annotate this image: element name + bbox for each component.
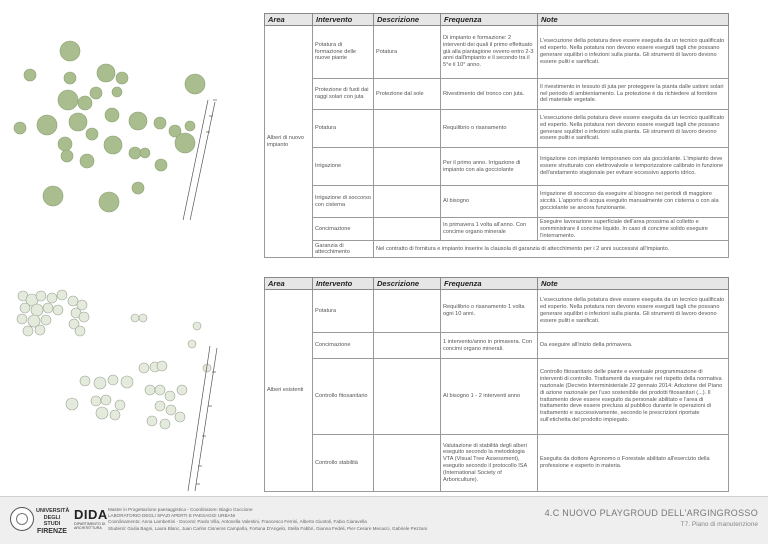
header-frequenza: Frequenza [441,14,538,26]
table-row [265,435,729,492]
note-cell: Controllo fitosanitario delle piante e eventuale programmazione di interventi di controllo. Trattamenti da eseguire nel rispetto della normativa nazionale (Decreto Interministeriale 22 gennaio 2014: Adozione del Piano di azione nazionale per l'uso sostenibile dei prodotti fitosanitari (...). Il trattamento deve essere eseguito da personale abilitato e l'area di trattamento deve essere preclusa al pubblico durante le operazioni di trattamento e successivamente, secondo le prescrizioni riportate sull'etichetta del prodotto impiegato. [538,359,729,435]
descrizione-cell [374,290,441,333]
note-cell: L'esecuzione della potatura deve essere eseguita da un tecnico qualificato ed esperto. Nella potatura non devono essere eseguiti tagli che possano generare squilibri o infezioni sulla pianta. Gli strumenti di lavoro devono essere puliti e sanificati. [538,26,729,79]
header-intervento: Intervento [313,14,374,26]
header-descrizione: Descrizione [374,14,441,26]
note-cell: Irrigazione di soccorso da eseguire al bisogno nei periodi di maggiore siccità. L'apporto di acqua eseguito manualmente con cisterna o con ala gocciolante se ancora funzionante. [538,186,729,218]
footer-bar [0,496,768,544]
credits-line: LABORATORIO DEGLI SPAZI APERTI E PAESAGGI URBANI [108,513,236,519]
table-row [265,186,729,218]
frequenza-cell: Valutazione di stabilità degli alberi eseguito secondo la metodologia VTA (Visual Tree Assessment), eseguito secondo il protocollo ISA (International Society of Arboriculture). [441,435,538,492]
descrizione-cell [374,218,441,241]
descrizione-cell: Protezione dal sole [374,79,441,110]
intervento-cell: Potatura [313,110,374,148]
garanzia-cell: Nel contratto di fornitura e impianto inserire la clausola di garanzia di attecchimento per i 2 anni successivi all'impianto. [374,241,729,258]
table-row [265,218,729,241]
university-seal-icon [10,507,34,531]
header-area: Area [265,278,313,290]
note-cell: L'esecuzione della potatura deve essere eseguita da un tecnico qualificato ed esperto. Nella potatura non devono essere eseguiti tagli che possano generare squilibri o infezioni sulla pianta. Gli strumenti di lavoro devono essere puliti e sanificati. [538,110,729,148]
header-descrizione: Descrizione [374,278,441,290]
table-header-row [265,278,729,290]
credits-line: Coordinamento: Anna Lambertini - Docenti: Paolo Villa, Antonella Valentini, Francesco Ferrini, Alberto Giuntoli, Fabio Ciaravella [108,519,367,525]
maintenance-table-new-trees [264,13,729,258]
uni-line-3: FIRENZE [37,527,67,535]
intervento-cell: Concimazione [313,218,374,241]
note-cell: Eseguita da dottore Agronomo o Forestale abilitato all'esercizio della professione e esperto in materia. [538,435,729,492]
frequenza-cell: Di impianto e formazione: 2 interventi dei quali il primo effettuato già alla piantagione ovvero entro 2-3 anni dall'impianto e il secondo tra il 5°e il 10° anno. [441,26,538,79]
intervento-cell: Controllo fitosanitario [313,359,374,435]
table-row [265,79,729,110]
university-logo-text [36,508,68,536]
frequenza-cell: Per il primo anno. Irrigazione di impianto con ala gocciolante [441,148,538,186]
note-cell: L'esecuzione della potatura deve essere eseguita da un tecnico qualificato ed esperto. Nella potatura non devono essere eseguiti tagli che possano generare squilibri o infezioni sulla pianta. Gli strumenti di lavoro devono essere puliti e sanificati. [538,290,729,333]
intervento-cell: Garanzia di attecchimento [313,241,374,258]
intervento-cell: Potatura di formazione delle nuove piante [313,26,374,79]
site-plan-new-trees [10,40,255,220]
descrizione-cell [374,435,441,492]
descrizione-cell [374,186,441,218]
table-row [265,241,729,258]
note-cell: Irrigazione con impianto temporaneo con ala gocciolante. L'impianto deve essere strutturato con elettrovalvole e temporizzatore calibrato in funzione dell'andamento stagionale per evitare eccessivo apporto idrico. [538,148,729,186]
area-cell: Alberi esistenti [265,290,313,492]
new-trees-drawing [10,40,255,220]
table-row [265,359,729,435]
intervento-cell: Irrigazione [313,148,374,186]
table-row [265,290,729,333]
descrizione-cell [374,333,441,359]
frequenza-cell: Requilibrio o risanamento [441,110,538,148]
descrizione-cell: Potatura [374,26,441,79]
header-frequenza: Frequenza [441,278,538,290]
dida-logo: DIDA [74,507,108,522]
intervento-cell: Controllo stabilità [313,435,374,492]
note-cell: Il rivestimento in tessuto di juta per proteggere la pianta dalle ustioni solari nel periodo di ambientamento. La protezione è da richiedere al fornitore del materiale vegetale. [538,79,729,110]
uni-line-2: DEGLI STUDI [43,514,61,527]
header-note: Note [538,278,729,290]
intervento-cell: Concimazione [313,333,374,359]
descrizione-cell [374,110,441,148]
dida-subtitle: DIPARTIMENTO DI ARCHITETTURA [74,522,106,531]
table-header-row [265,14,729,26]
frequenza-cell: In primavera 1 volta all'anno. Con concime organo minerale [441,218,538,241]
frequenza-cell: Al bisogno 1 - 2 interventi anno [441,359,538,435]
maintenance-table-existing-trees [264,277,729,492]
site-plan-existing-trees [10,286,255,491]
intervento-cell: Protezione di fusti dai raggi solari con juta [313,79,374,110]
table-row [265,148,729,186]
credits-block [108,507,427,532]
credits-line: Studenti: Giulia Bagni, Laura Blanc, Juan Carlos Cisneros Campaña, Fortuna D'Angelo, Stella Fabbri, Gianna Fedeli, Pier Cesare Mecacci, Gabriele Pezzani [108,525,428,531]
intervento-cell: Irrigazione di soccorso con cisterna [313,186,374,218]
existing-trees-drawing [10,286,255,491]
area-cell: Alberi di nuovo impianto [265,26,313,258]
frequenza-cell: Requilibrio o risanamento 1 volta ogni 10 anni. [441,290,538,333]
table-row [265,26,729,79]
project-subtitle: T7. Piano di manutenzione [680,521,758,528]
header-note: Note [538,14,729,26]
descrizione-cell [374,359,441,435]
intervento-cell: Potatura [313,290,374,333]
note-cell: Da eseguire all'inizio della primavera. [538,333,729,359]
frequenza-cell: Rivestimento del tronco con juta. [441,79,538,110]
credits-line: Master in Progettazione paesaggistica - Coordinatore: Biagio Guccione [108,507,253,512]
project-title: 4.C NUOVO PLAYGROUD DELL'ARGINGROSSO [544,508,758,518]
table-row [265,333,729,359]
table-row [265,110,729,148]
frequenza-cell: 1 intervento/anno in primavera. Con concimi organo minerali. [441,333,538,359]
uni-line-1: UNIVERSITÀ [36,508,70,514]
descrizione-cell [374,148,441,186]
frequenza-cell: Al bisogno [441,186,538,218]
header-area: Area [265,14,313,26]
note-cell: Eseguire lavorazione superficiale dell'area prossima al colletto e somministrare il concime liquido. In caso di concime solido eseguire l'interramento. [538,218,729,241]
header-intervento: Intervento [313,278,374,290]
